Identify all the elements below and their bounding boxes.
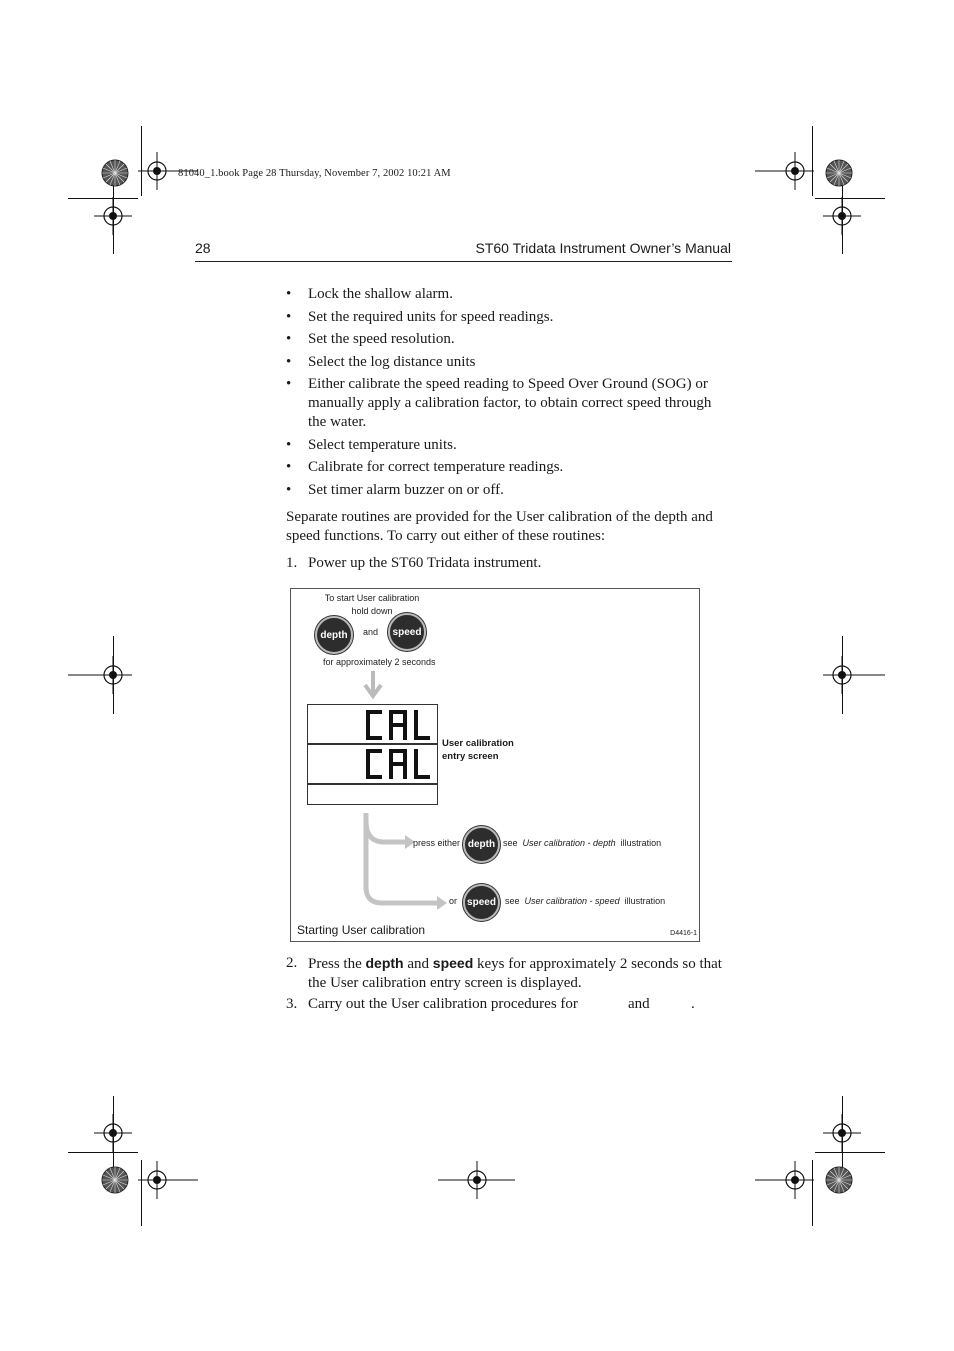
starburst-mark xyxy=(826,1167,852,1193)
down-arrow xyxy=(361,669,385,701)
list-item: • Either calibrate the speed reading to Speed Over Ground (SOG) or manually apply a calibration factor, to obtain correct speed through the water. xyxy=(286,375,731,432)
step-2-text-post: keys for approximately 2 seconds so that xyxy=(473,956,722,972)
step-1 xyxy=(286,554,731,573)
manual-title: ST60 Tridata Instrument Owner’s Manual xyxy=(475,240,731,256)
registration-target xyxy=(823,1114,861,1152)
depth-key-branch: depth xyxy=(463,826,500,863)
illustration-label: illustration xyxy=(624,896,666,906)
list-item: • Set the speed resolution. xyxy=(286,330,731,349)
registration-target xyxy=(823,197,861,235)
lcd-segments-line1 xyxy=(364,708,434,742)
step-2-text-pre: Press the xyxy=(308,956,366,972)
step-number: 2. xyxy=(286,955,298,971)
figure-starting-user-calibration xyxy=(290,588,700,942)
speed-key-branch: speed xyxy=(463,884,500,921)
registration-target xyxy=(94,197,132,235)
step-3-text-end: . xyxy=(691,996,695,1012)
list-item: • Select the log distance units xyxy=(286,353,731,372)
bullet-list-container xyxy=(286,285,731,503)
starburst-mark xyxy=(826,160,852,186)
step-2 xyxy=(286,954,736,993)
lcd-segments-line2 xyxy=(364,747,434,781)
start-instruction-line1: To start User calibration xyxy=(324,593,420,603)
speed-reference xyxy=(505,896,665,906)
step-2-text-mid: and xyxy=(403,956,433,972)
or-label: or xyxy=(449,896,458,906)
depth-reference xyxy=(503,838,661,848)
speed-key: speed xyxy=(388,613,426,651)
intro-paragraph: Separate routines are provided for the User calibration of the depth and speed functions. To carry out either of these routines: xyxy=(286,509,713,544)
step-3-text-mid: and xyxy=(628,996,650,1012)
depth-key-name: depth xyxy=(365,955,404,971)
step-2-text-line2: the User calibration entry screen is displayed. xyxy=(308,975,582,991)
bullet-list xyxy=(286,285,731,500)
page-number: 28 xyxy=(195,240,211,256)
and-label: and xyxy=(363,627,379,637)
figure-caption: Starting User calibration xyxy=(297,923,426,937)
see-label: see xyxy=(505,896,520,906)
list-item: • Select temperature units. xyxy=(286,436,731,455)
entry-screen-label-1: User calibration xyxy=(442,738,514,749)
step-number: 3. xyxy=(286,996,298,1012)
step-number: 1. xyxy=(286,555,298,571)
illustration-label: illustration xyxy=(620,838,662,848)
press-either-label: press either xyxy=(413,838,461,848)
lcd-divider xyxy=(308,743,437,745)
list-item: • Set timer alarm buzzer on or off. xyxy=(286,481,731,500)
depth-illustration-reference: User calibration - depth xyxy=(522,838,616,848)
starburst-mark xyxy=(102,1167,128,1193)
speed-illustration-reference: User calibration - speed xyxy=(524,896,620,906)
branch-arrows xyxy=(351,809,451,909)
start-instruction-line2: hold down xyxy=(351,606,393,616)
book-info: 81040_1.book Page 28 Thursday, November 7, 2002 10:21 AM xyxy=(178,168,451,179)
see-label: see xyxy=(503,838,518,848)
list-item: • Set the required units for speed readings. xyxy=(286,308,731,327)
depth-key: depth xyxy=(315,616,353,654)
hold-duration-label: for approximately 2 seconds xyxy=(323,657,436,667)
lcd-display xyxy=(307,704,438,805)
list-item: • Lock the shallow alarm. xyxy=(286,285,731,304)
starburst-mark xyxy=(102,160,128,186)
speed-key-name: speed xyxy=(432,955,474,971)
step-3-text-pre: Carry out the User calibration procedures for xyxy=(308,996,578,1012)
entry-screen-label-2: entry screen xyxy=(442,751,499,762)
figure-code: D4416-1 xyxy=(670,930,697,937)
lcd-divider xyxy=(308,783,437,785)
list-item: • Calibrate for correct temperature readings. xyxy=(286,458,731,477)
step-text: Power up the ST60 Tridata instrument. xyxy=(308,555,542,571)
header-rule xyxy=(195,261,732,262)
registration-target xyxy=(94,1114,132,1152)
